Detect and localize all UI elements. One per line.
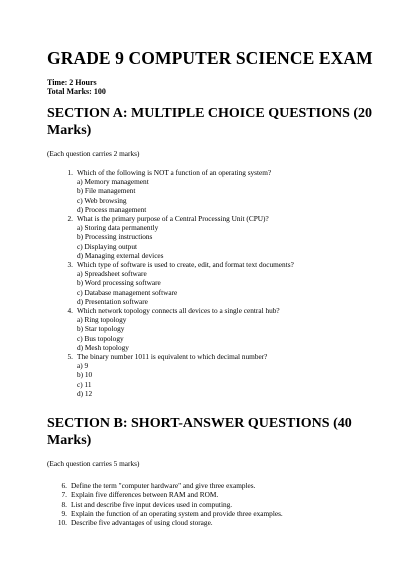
question-number: 2. (67, 214, 73, 224)
question-text: Which network topology connects all devices to a single central hub? (77, 306, 280, 316)
question-text: Define the term "computer hardware" and give three examples. (71, 481, 256, 491)
answer-option: d) 12 (77, 388, 93, 398)
question-number: 8. (61, 499, 67, 509)
exam-meta (47, 78, 384, 96)
mcq-question (61, 306, 384, 352)
answer-option: a) Spreadsheet software (77, 269, 147, 279)
answer-option: d) Managing external devices (77, 250, 164, 260)
short-answer-question (47, 509, 384, 518)
section-b-title: SECTION B: SHORT-ANSWER QUESTIONS (40 Marks) (47, 416, 352, 449)
answer-option: a) Memory management (77, 177, 149, 187)
answer-option: b) File management (77, 186, 136, 196)
answer-option: a) Storing data permanently (77, 223, 159, 233)
answer-option: b) Star topology (77, 324, 125, 334)
answer-option: b) Processing instructions (77, 232, 153, 242)
mcq-question (61, 214, 384, 260)
question-text: Describe five advantages of using cloud storage. (71, 518, 213, 528)
answer-option: c) 11 (77, 379, 92, 389)
exam-time: Time: 2 Hours (47, 78, 97, 87)
question-text: Explain the function of an operating system and provide three examples. (71, 508, 283, 518)
answer-option: d) Presentation software (77, 296, 148, 306)
question-row (61, 260, 384, 269)
question-text: Which of the following is NOT a function of an operating system? (77, 168, 272, 177)
question-number: 1. (67, 168, 73, 177)
answer-option: c) Web browsing (77, 195, 127, 205)
question-text: The binary number 1011 is equivalent to which decimal number? (77, 352, 268, 362)
question-number: 9. (61, 508, 67, 518)
answer-option: c) Bus topology (77, 333, 124, 343)
question-text: Which type of software is used to create, edit, and format text documents? (77, 260, 294, 270)
section-a-title: SECTION A: MULTIPLE CHOICE QUESTIONS (20 Marks) (47, 106, 373, 138)
short-answer-question (47, 518, 384, 527)
answer-option: a) 9 (77, 361, 89, 371)
question-text: What is the primary purpose of a Central Processing Unit (CPU)? (77, 214, 269, 224)
short-answer-question-list (47, 481, 384, 527)
exam-total-marks: Total Marks: 100 (47, 87, 106, 96)
mcq-question-list (61, 168, 384, 398)
short-answer-question (47, 500, 384, 509)
question-number: 10. (57, 518, 67, 528)
mcq-question (61, 168, 384, 214)
short-answer-question (47, 490, 384, 499)
short-answer-question (47, 481, 384, 490)
mcq-question (61, 260, 384, 306)
answer-option: b) Word processing software (77, 278, 161, 288)
answer-option: d) Mesh topology (77, 342, 129, 352)
answer-option: c) Displaying output (77, 241, 137, 251)
question-row (61, 214, 384, 223)
question-text: Explain five differences between RAM and ROM. (71, 490, 219, 500)
question-number: 4. (67, 306, 73, 316)
exam-title: GRADE 9 COMPUTER SCIENCE EXAM (47, 48, 373, 68)
question-row (61, 168, 384, 177)
answer-option: c) Database management software (77, 287, 178, 297)
question-number: 3. (67, 260, 73, 270)
question-number: 7. (61, 490, 67, 500)
answer-option: a) Ring topology (77, 315, 127, 325)
question-number: 6. (61, 481, 67, 491)
mcq-question (61, 352, 384, 398)
question-row (61, 352, 384, 361)
answer-option: b) 10 (77, 370, 93, 380)
question-number: 5. (67, 352, 73, 362)
question-text: List and describe five input devices used in computing. (71, 499, 233, 509)
section-a-note: (Each question carries 2 marks) (47, 149, 140, 158)
answer-option: d) Process management (77, 204, 147, 214)
question-row (61, 306, 384, 315)
section-b-note: (Each question carries 5 marks) (47, 459, 140, 469)
